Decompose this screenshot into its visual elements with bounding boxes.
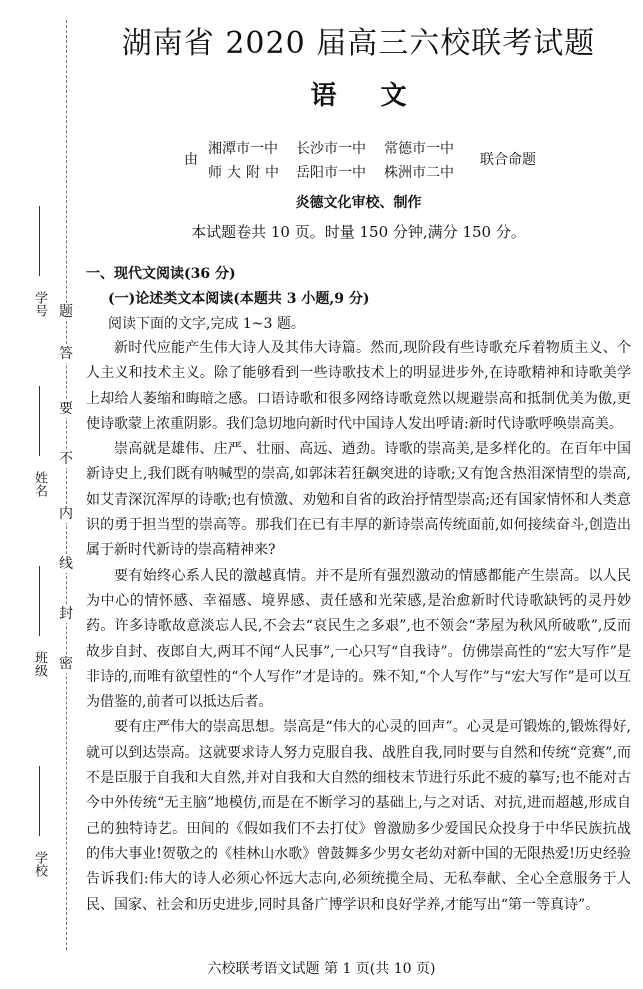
seal-char: 线	[59, 556, 73, 572]
class-label: 班级	[32, 651, 47, 677]
seal-char: 答	[59, 346, 73, 362]
exam-info: 本试题卷共 10 页。时量 150 分钟,满分 150 分。	[191, 223, 526, 241]
seal-char: 密	[59, 656, 73, 672]
student-number-label: 学号	[32, 291, 47, 317]
organizer-prefix: 由	[184, 152, 198, 168]
passage-paragraph: 新时代应能产生伟大诗人及其伟大诗篇。然而,现阶段有些诗歌充斥着物质主义、个人主义和技术主义。除了能够看到一些诗歌技术上的明显进步外,在诗歌精神和诗歌美学上却给人萎缩和晦暗之感。口语诗歌和很多网络诗歌竟然以规避崇高和抵制优美为傲,更使诗歌蒙上浓重阴影。我们急切地向新时代中国诗人发出呼请:新时代诗歌呼唤崇高美。	[86, 340, 631, 432]
exam-title: 湖南省 2020 届高三六校联考试题	[121, 26, 596, 61]
student-number-field[interactable]	[33, 200, 46, 317]
school-name: 岳阳市一中	[296, 165, 366, 181]
page-footer: 六校联考语文试题 第 1 页(共 10 页)	[207, 961, 436, 977]
passage-paragraph: 要有庄严伟大的崇高思想。崇高是“伟大的心灵的回声”。心灵是可锻炼的,锻炼得好,就可以到达崇高。这就要求诗人努力克服自我、战胜自我,同时要与自然和传统“竞赛”,而不是臣服于自我和大自然,并对自我和大自然的细枝末节进行乐此不疲的摹写;也不能对古今中外传统“无主脑”地模仿,而是在不断学习的基础上,与之对话、对抗,进而超越,形成自己的独特诗艺。田间的《假如我们不去打仗》曾激励多少爱国民众投身于中华民族抗战的伟大事业!贺敬之的《桂林山水歌》曾鼓舞多少男女老幼对新中国的无限热爱!历史经验告诉我们:伟大的诗人必须心怀远大志向,必须统揽全局、无私奉献、全心全意服务于人民、国家、社会和历史进步,同时具备广博学识和良好学养,才能写出“第一等真诗”。	[86, 719, 631, 913]
seal-char: 不	[59, 451, 73, 467]
school-name: 师大附中	[208, 165, 284, 181]
binding-margin	[0, 0, 90, 989]
cut-line	[66, 20, 67, 950]
seal-char: 封	[59, 606, 73, 622]
seal-char: 要	[59, 401, 73, 417]
subject-title: 语文	[310, 81, 451, 111]
organizer-block	[126, 132, 596, 182]
school-name: 株洲市二中	[384, 165, 454, 181]
seal-char: 内	[59, 506, 73, 522]
seal-char: 题	[59, 304, 73, 320]
class-field[interactable]	[33, 560, 46, 677]
school-name: 湘潭市一中	[208, 141, 278, 157]
school-name: 长沙市一中	[296, 141, 366, 157]
reading-passage	[86, 336, 631, 918]
school-label: 学校	[32, 851, 47, 877]
passage-paragraph: 崇高就是雄伟、庄严、壮丽、高远、遒劲。诗歌的崇高美,是多样化的。在百年中国新诗史上,我们既有呐喊型的崇高,如郭沫若狂飙突进的诗歌;又有饱含热泪深情型的崇高,如艾青深沉浑厚的诗歌;也有愤激、劝勉和自省的政治抒情型崇高;还有国家情怀和人类意识的勇于担当型的崇高等。那我们在已有丰厚的新诗崇高传统面前,如何接续奋斗,创造出属于新时代新诗的崇高精神来?	[86, 441, 631, 559]
producer-line: 炎德文化审校、制作	[295, 195, 422, 211]
reading-instruction: 阅读下面的文字,完成 1~3 题。	[108, 316, 305, 332]
passage-paragraph: 要有始终心系人民的激越真情。并不是所有强烈激动的情感都能产生崇高。以人民为中心的情怀感、幸福感、境界感、责任感和光荣感,是治愈新时代诗歌缺钙的灵丹妙药。许多诗歌故意淡忘人民,不会去“哀民生之多艰”,也不领会“茅屋为秋风所破歌”,反而故步自封、夜郎自大,两耳不闻“人民事”,一心只写“自我诗”。仿佛崇高性的“宏大写作”是非诗的,而唯有欲望性的“个人写作”才是诗的。殊不知,“个人写作”与“宏大写作”是可以互为借鉴的,前者可以抵达后者。	[86, 567, 631, 711]
name-label: 姓名	[32, 471, 47, 497]
section-subheading: (一)论述类文本阅读(本题共 3 小题,9 分)	[108, 291, 370, 307]
school-name: 常德市一中	[384, 141, 454, 157]
section-heading: 一、现代文阅读(36 分)	[86, 266, 236, 282]
name-field[interactable]	[33, 380, 46, 497]
organizer-suffix: 联合命题	[480, 152, 536, 168]
school-field[interactable]	[33, 760, 46, 877]
